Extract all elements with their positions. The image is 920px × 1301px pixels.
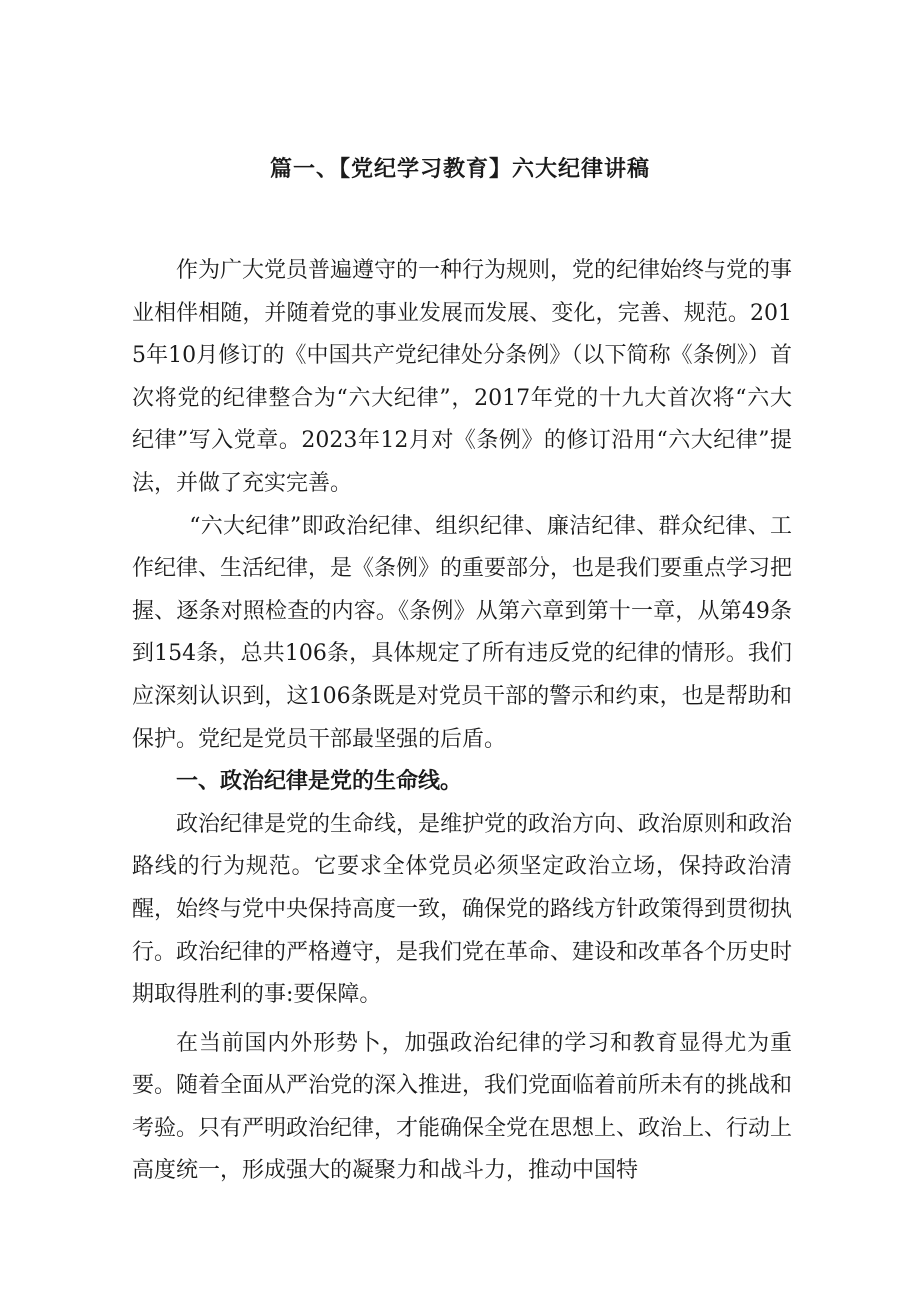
paragraph-current-situation: 在当前国内外形势卜，加强政治纪律的学习和教育显得尤为重要。随着全面从严治党的深入推进，我们党面临着前所未有的挑战和考验。只有严明政治纪律，才能确保全党在思想上、政治上、行动上高度统一，形成强大的凝聚力和战斗力，推动中国特: [132, 1030, 793, 1184]
document-title: 篇一、【党纪学习教育】六大纪律讲稿: [269, 157, 650, 182]
paragraph-intro: 作为广大党员普遍遵守的一种行为规则，党的纪律始终与党的事业相伴相随，并随着党的事业发展而发展、变化，完善、规范。2015年10月修订的《中国共产党纪律处分条例》（以下简称《条例》）首次将党的纪律整合为“六大纪律”，2017年党的十九大首次将“六大纪律”写入党章。2023年12月对《条例》的修订沿用“六大纪律”提法，并做了充实完善。: [132, 258, 793, 496]
document-body: [132, 250, 792, 1193]
section-heading-political-discipline: 一、政治纪律是党的生命线。: [176, 769, 463, 795]
paragraph-political-discipline: 政治纪律是党的生命线，是维护党的政治方向、政治原则和政治路线的行为规范。它要求全体党员必须坚定政治立场，保持政治清醒，始终与党中央保持高度一致，确保党的路线方针政策得到贯彻执行。政治纪律的严格遵守，是我们党在革命、建设和改革各个历史时期取得胜利的事:要保障。: [132, 811, 793, 1008]
paragraph-six-disciplines: “六大纪律”即政治纪律、组织纪律、廉洁纪律、群众纪律、工作纪律、生活纪律，是《条例》的重要部分，也是我们要重点学习把握、逐条对照检查的内容。《条例》从第六章到第十一章，从第49条到154条，总共106条，具体规定了所有违反党的纪律的情形。我们应深刻认识到，这106条既是对党员干部的警示和约束，也是帮助和保护。党纪是党员干部最坚强的后盾。: [132, 513, 793, 752]
